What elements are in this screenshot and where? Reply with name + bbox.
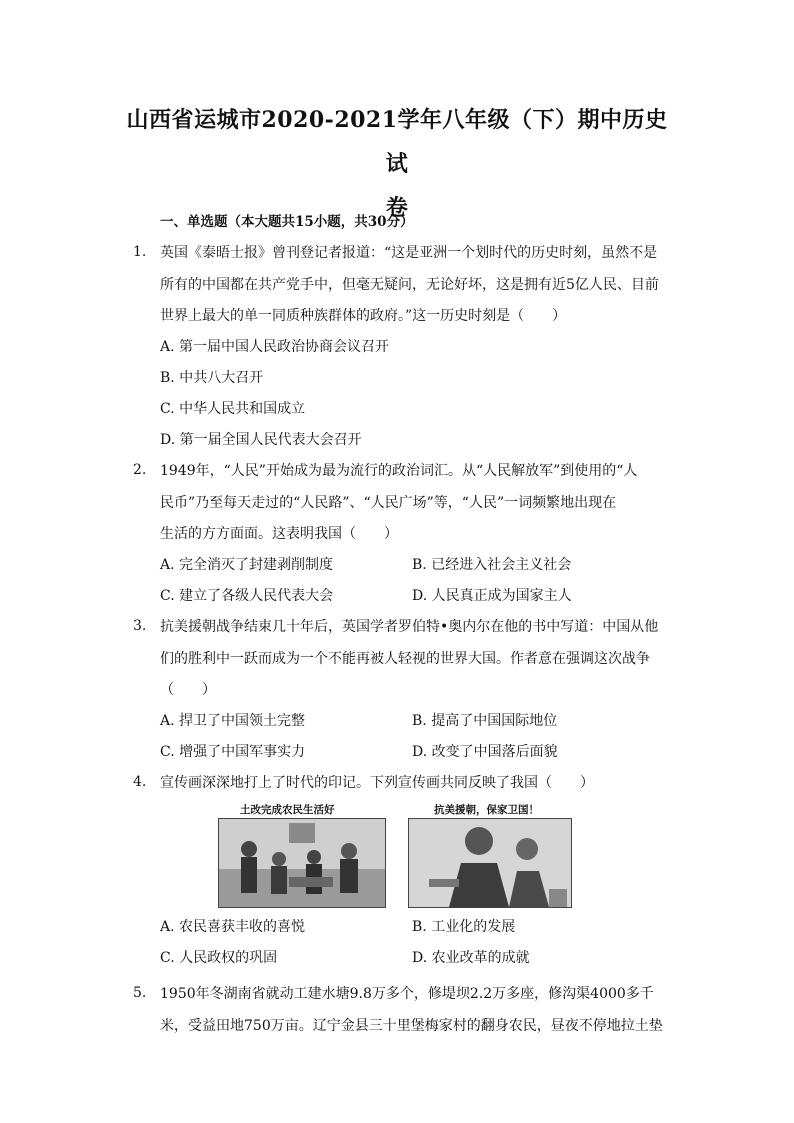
option-c: C. 建立了各级人民代表大会 xyxy=(160,588,334,604)
question-number: 3. xyxy=(133,618,147,634)
question-number: 1. xyxy=(133,244,147,260)
question-number: 2. xyxy=(133,462,147,478)
question-text: 英国《泰晤士报》曾刊登记者报道：“这是亚洲一个划时代的历史时刻，虽然不是 xyxy=(160,245,658,261)
question-text: 生活的方方面面。这表明我国（ ） xyxy=(160,526,398,542)
poster-caption: 土改完成农民生活好 xyxy=(240,804,335,816)
question-text: 宣传画深深地打上了时代的印记。下列宣传画共同反映了我国（ ） xyxy=(160,775,594,791)
question-text: 米，受益田地750万亩。辽宁金县三十里堡梅家村的翻身农民，昼夜不停地拉土垫 xyxy=(160,1018,663,1034)
option-a: A. 捍卫了中国领土完整 xyxy=(160,713,306,729)
option-c: C. 增强了中国军事实力 xyxy=(160,744,306,760)
question-text: 所有的中国都在共产党手中，但毫无疑问，无论好坏，这是拥有近5亿人民、目前 xyxy=(160,277,659,293)
question-text: （ ） xyxy=(160,682,216,698)
option-c: C. 人民政权的巩固 xyxy=(160,950,278,966)
question-number: 4. xyxy=(133,774,147,790)
option-a: A. 农民喜获丰收的喜悦 xyxy=(160,919,306,935)
question-text: 1949年，“人民”开始成为最为流行的政治词汇。从“人民解放军”到使用的“人 xyxy=(160,463,638,479)
option-b: B. 已经进入社会主义社会 xyxy=(412,557,572,573)
question-number: 5. xyxy=(133,985,147,1001)
propaganda-poster-resist-us-aid-korea xyxy=(408,818,572,908)
option-b: B. 工业化的发展 xyxy=(412,919,516,935)
question-text: 们的胜利中一跃而成为一个不能再被人轻视的世界大国。作者意在强调这次战争 xyxy=(160,651,650,667)
option-b: B. 提高了中国国际地位 xyxy=(412,713,558,729)
propaganda-poster-land-reform xyxy=(218,818,386,908)
option-b: B. 中共八大召开 xyxy=(160,370,264,386)
option-d: D. 农业改革的成就 xyxy=(412,950,530,966)
poster-caption: 抗美援朝，保家卫国！ xyxy=(434,804,539,816)
question-text: 民币”乃至每天走过的“人民路”、“人民广场”等，“人民”一词频繁地出现在 xyxy=(160,495,617,511)
option-a: A. 完全消灭了封建剥削制度 xyxy=(160,557,334,573)
question-text: 抗美援朝战争结束几十年后，英国学者罗伯特•奥内尔在他的书中写道：中国从他 xyxy=(160,619,659,635)
option-d: D. 第一届全国人民代表大会召开 xyxy=(160,432,362,448)
option-a: A. 第一届中国人民政治协商会议召开 xyxy=(160,339,390,355)
section-heading: 一、单选题（本大题共15小题，共30分） xyxy=(160,214,414,230)
option-d: D. 人民真正成为国家主人 xyxy=(412,588,572,604)
option-c: C. 中华人民共和国成立 xyxy=(160,401,306,417)
question-text: 1950年冬湖南省就动工建水塘9.8万多个，修堤坝2.2万多座，修沟渠4000多千 xyxy=(160,986,654,1002)
title-line-2: 卷 xyxy=(385,195,409,221)
option-d: D. 改变了中国落后面貌 xyxy=(412,744,558,760)
question-text: 世界上最大的单一同质种族群体的政府。”这一历史时刻是（ ） xyxy=(160,308,567,324)
title-line-1: 山西省运城市2020-2021学年八年级（下）期中历史试 xyxy=(126,107,668,177)
